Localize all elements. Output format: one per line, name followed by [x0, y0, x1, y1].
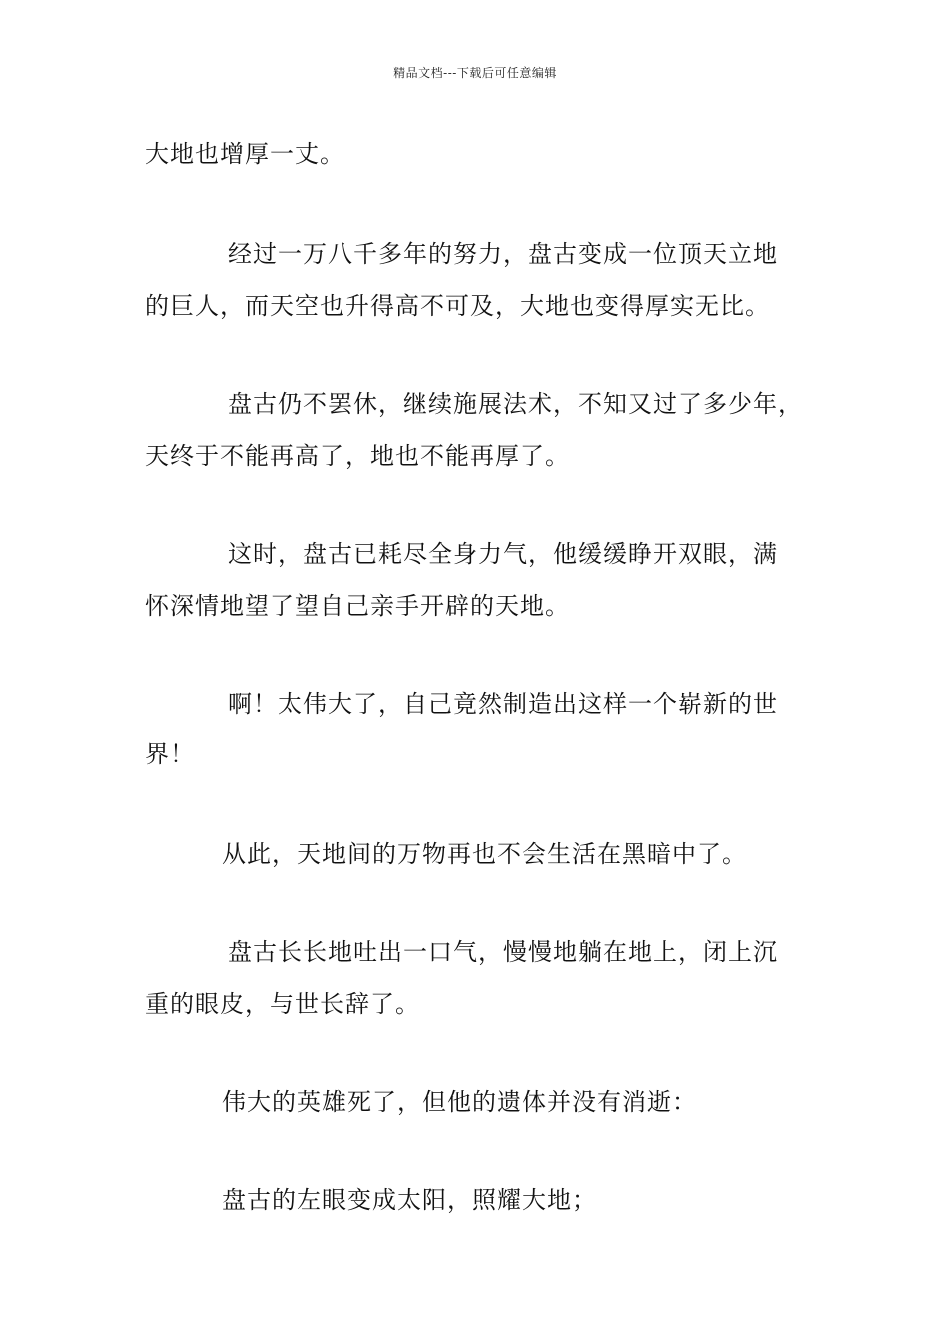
text-line: 天终于不能再高了，地也不能再厚了。	[145, 442, 570, 470]
text-line: 从此，天地间的万物再也不会生活在黑暗中了。	[222, 840, 747, 868]
text-line: 经过一万八千多年的努力，盘古变成一位顶天立地	[228, 240, 778, 268]
text-line: 盘古的左眼变成太阳，照耀大地；	[222, 1186, 597, 1214]
text-line: 的巨人，而天空也升得高不可及，大地也变得厚实无比。	[145, 292, 770, 320]
text-line: 啊！太伟大了，自己竟然制造出这样一个崭新的世	[228, 690, 778, 718]
text-line: 盘古仍不罢休，继续施展法术，不知又过了多少年，	[228, 390, 803, 418]
text-line: 伟大的英雄死了，但他的遗体并没有消逝：	[222, 1088, 697, 1116]
text-line: 这时，盘古已耗尽全身力气，他缓缓睁开双眼，满	[228, 540, 778, 568]
page-header: 精品文档---下载后可任意编辑	[393, 66, 557, 80]
text-line: 怀深情地望了望自己亲手开辟的天地。	[145, 592, 570, 620]
text-line: 界！	[145, 740, 195, 768]
text-line: 盘古长长地吐出一口气，慢慢地躺在地上，闭上沉	[228, 938, 778, 966]
text-line: 重的眼皮，与世长辞了。	[145, 990, 420, 1018]
text-line: 大地也增厚一丈。	[145, 140, 345, 168]
